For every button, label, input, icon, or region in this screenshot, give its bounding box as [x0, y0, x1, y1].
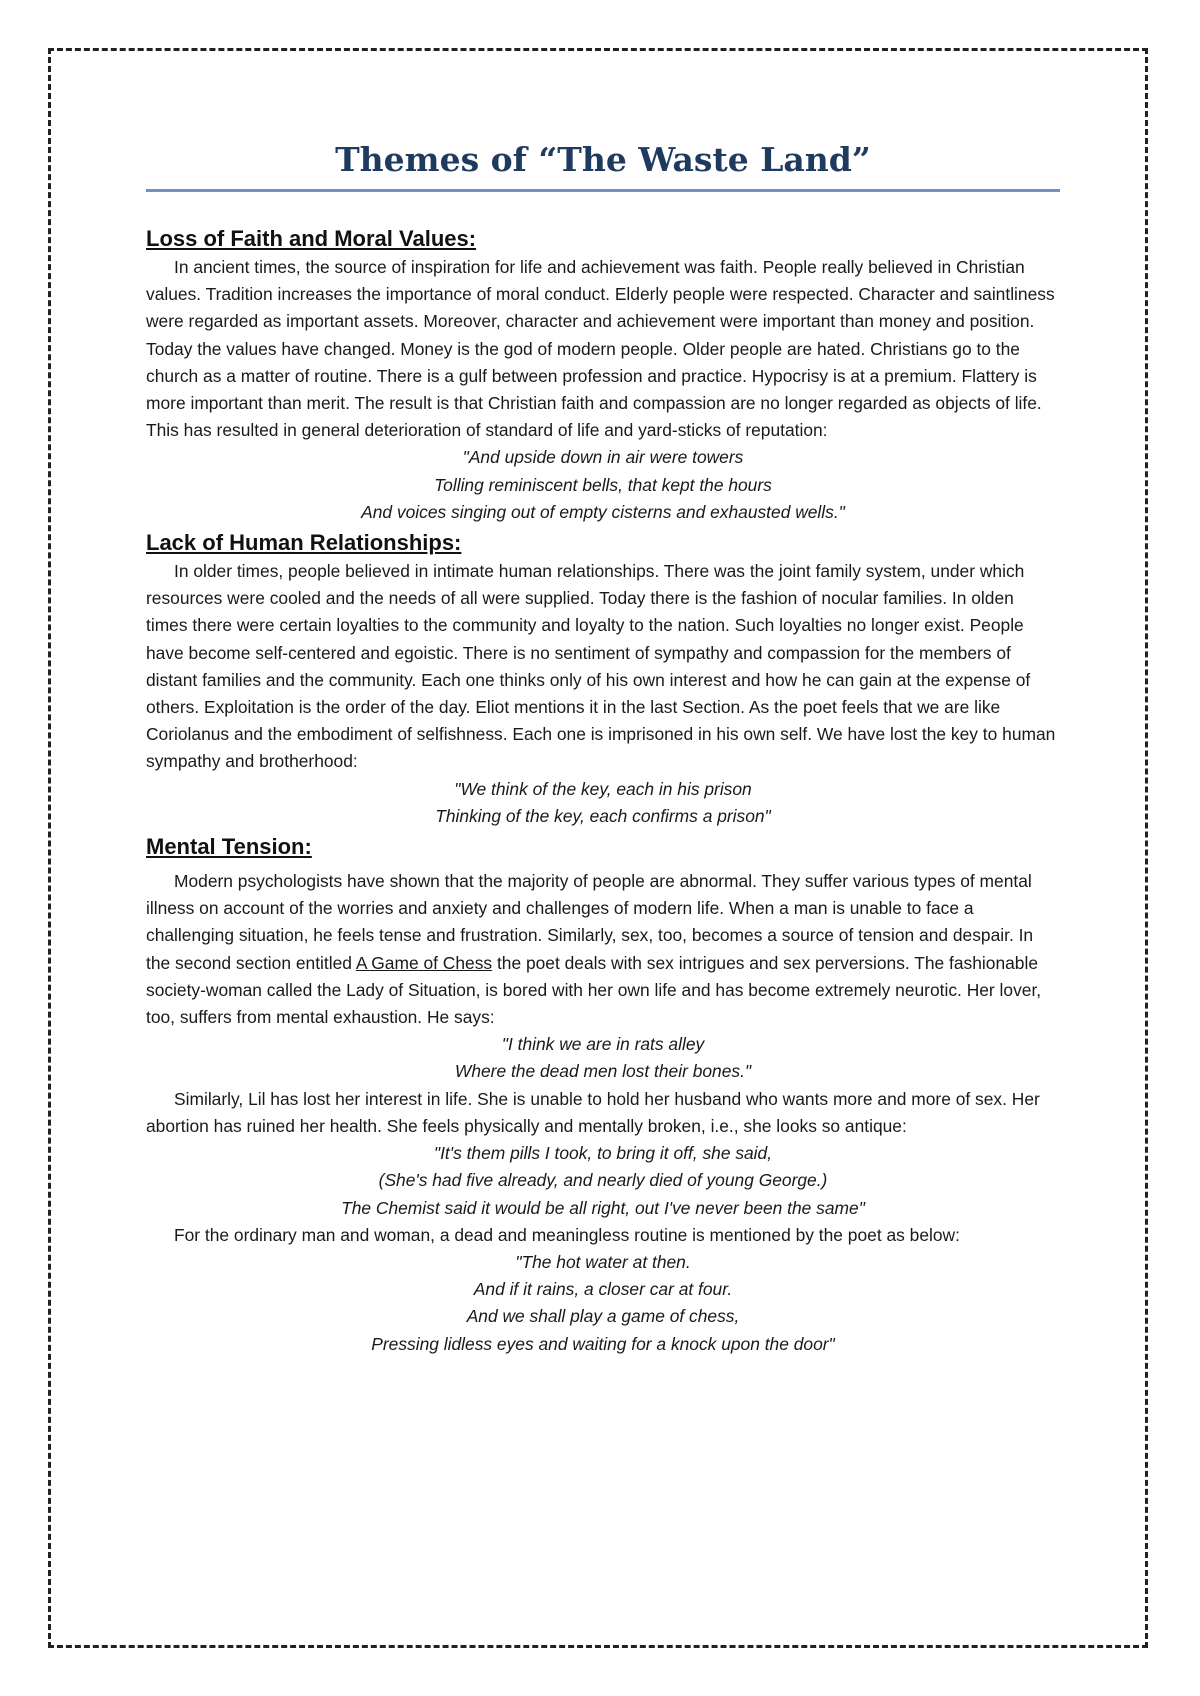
section-paragraph: For the ordinary man and woman, a dead and meaningless routine is mentioned by the poet as below:: [174, 1224, 960, 1245]
quote-line: Tolling reminiscent bells, that kept the hours: [434, 474, 772, 495]
section-paragraph: In older times, people believed in intimate human relationships. There was the joint family system, under which resources were cooled and the needs of all were supplied. Today there is the fashion of nocular families. In olden times there were certain loyalties to the community and loyalty to the nation. Such loyalties no longer exist. People have become self-centered and egoistic. There is no sentiment of sympathy and compassion for the members of distant families and the community. Each one thinks only of his own interest and how he can gain at the expense of others. Exploitation is the order of the day. Eliot mentions it in the last Section. As the poet feels that we are like Coriolanus and the embodiment of selfishness. Each one is imprisoned in his own self. We have lost the key to human sympathy and brotherhood:: [146, 561, 1056, 772]
section-mental-tension: [146, 834, 1060, 1358]
section-paragraph: [146, 868, 1060, 1031]
document-title: Themes of “The Waste Land”: [335, 140, 871, 179]
quote-line: Thinking of the key, each confirms a prison": [435, 805, 771, 826]
quote-line: "We think of the key, each in his prison: [454, 778, 752, 799]
quote-line: And voices singing out of empty cisterns and exhausted wells.": [361, 501, 845, 522]
quote-line: Where the dead men lost their bones.": [454, 1061, 752, 1082]
title-underline-rule: [146, 189, 1060, 192]
section-human-relationships: [146, 530, 1060, 830]
quote-line: "And upside down in air were towers: [462, 447, 744, 468]
quote-line: The Chemist said it would be all right, out I've never been the same": [341, 1197, 865, 1218]
section-heading: Mental Tension:: [146, 834, 312, 860]
quote-line: "I think we are in rats alley: [501, 1034, 705, 1055]
section-paragraph: Similarly, Lil has lost her interest in life. She is unable to hold her husband who wants more and more of sex. Her abortion has ruined her health. She feels physically and mentally broken, i.e., she looks so antique:: [146, 1088, 1040, 1136]
paragraph-text: Modern psychologists have shown that the majority of people are abnormal. They suffer various types of mental illness on account of the worries and anxiety and challenges of modern life. When a man is unable to face a challenging situation, he feels tense and frustration. Similarly, sex, too, becomes a source of tension and despair. In the second section entitled: [146, 871, 1034, 973]
quote-line: "It's them pills I took, to bring it off, she said,: [433, 1143, 773, 1164]
quote-line: And if it rains, a closer car at four.: [473, 1279, 733, 1300]
section-paragraph: In ancient times, the source of inspiration for life and achievement was faith. People really believed in Christian values. Tradition increases the importance of moral conduct. Elderly people were respected. Character and saintliness were regarded as important assets. Moreover, character and achievement were important than money and position. Today the values have changed. Money is the god of modern people. Older people are hated. Christians go to the church as a matter of routine. There is a gulf between profession and practice. Hypocrisy is at a premium. Flattery is more important than merit. The result is that Christian faith and compassion are no longer regarded as objects of life. This has resulted in general deterioration of standard of life and yard-sticks of reputation:: [146, 257, 1055, 441]
underlined-title: A Game of Chess: [355, 952, 493, 973]
quote-line: "The hot water at then.: [515, 1251, 691, 1272]
section-heading: Lack of Human Relationships:: [146, 530, 462, 556]
quote-line: And we shall play a game of chess,: [466, 1306, 740, 1327]
section-heading: Loss of Faith and Moral Values:: [146, 226, 477, 251]
document-page: [146, 140, 1060, 1358]
quote-line: (She's had five already, and nearly died of young George.): [378, 1170, 828, 1191]
paragraph-text: the poet deals with sex intrigues and sex perversions. The fashionable society-woman called the Lady of Situation, is bored with her own life and has become extremely neurotic. Her lover, too, suffers from mental exhaustion. He says:: [146, 952, 1042, 1028]
section-loss-of-faith: [146, 226, 1060, 526]
quote-line: Pressing lidless eyes and waiting for a knock upon the door": [371, 1333, 835, 1354]
